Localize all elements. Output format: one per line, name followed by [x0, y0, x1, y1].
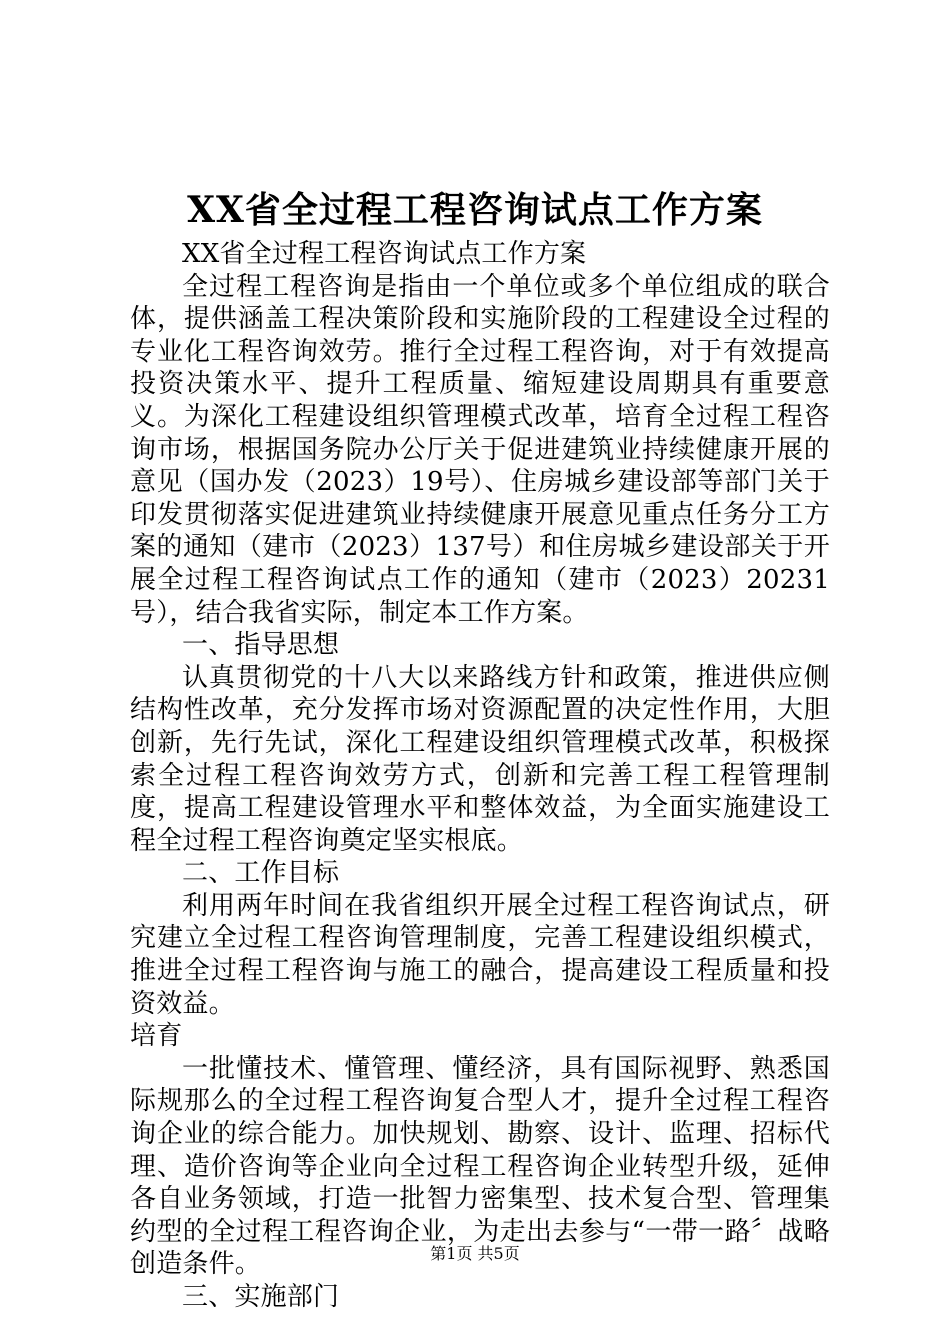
paragraph-cultivate: 培育 [130, 1021, 183, 1052]
paragraph-intro: 全过程工程咨询是指由一个单位或多个单位组成的联合体，提供涵盖工程决策阶段和实施阶段的工程建设全过程的专业化工程咨询效劳。推行全过程工程咨询，对于有效提高投资决策水平、提升工程质量、缩短建设周期具有重要意义。为深化工程建设组织管理模式改革，培育全过程工程咨询市场，根据国务院办公厅关于促进建筑业持续健康开展的意见（国办发（2023）19号）、住房城乡建设部等部门关于印发贯彻落实促进建筑业持续健康开展意见重点任务分工方案的通知（建市（2023）137号）和住房城乡建设部关于开展全过程工程咨询试点工作的通知（建市（2023）20231号），结合我省实际，制定本工作方案。 [130, 271, 830, 628]
section-heading-guiding-ideology: 一、指导思想 [182, 630, 340, 661]
paragraph-talent: 一批懂技术、懂管理、懂经济，具有国际视野、熟悉国际规那么的全过程工程咨询复合型人才，提升全过程工程咨询企业的综合能力。加快规划、勘察、设计、监理、招标代理、造价咨询等企业向全过程工程咨询企业转型升级，延伸各自业务领域，打造一批智力密集型、技术复合型、管理集约型的全过程工程咨询企业，为走出去参与“一带一路〞战略创造条件。 [130, 1053, 830, 1280]
paragraph-subtitle: XX省全过程工程咨询试点工作方案 [182, 239, 587, 269]
section-heading-work-goals: 二、工作目标 [182, 858, 340, 889]
page-footer: 第1页 共5页 [430, 1244, 520, 1263]
paragraph-guiding-ideology: 认真贯彻党的十八大以来路线方针和政策，推进供应侧结构性改革，充分发挥市场对资源配置的决定性作用，大胆创新，先行先试，深化工程建设组织管理模式改革，积极探索全过程工程咨询效劳方式，创新和完善工程工程管理制度，提高工程建设管理水平和整体效益，为全面实施建设工程全过程工程咨询奠定坚实根底。 [130, 662, 830, 856]
document-title: XX省全过程工程咨询试点工作方案 [187, 189, 763, 231]
paragraph-work-goals: 利用两年时间在我省组织开展全过程工程咨询试点，研究建立全过程工程咨询管理制度，完善工程建设组织模式，推进全过程工程咨询与施工的融合，提高建设工程质量和投资效益。 [130, 890, 830, 1019]
section-heading-implementing-departments: 三、实施部门 [182, 1282, 340, 1312]
document-body [130, 238, 830, 1314]
